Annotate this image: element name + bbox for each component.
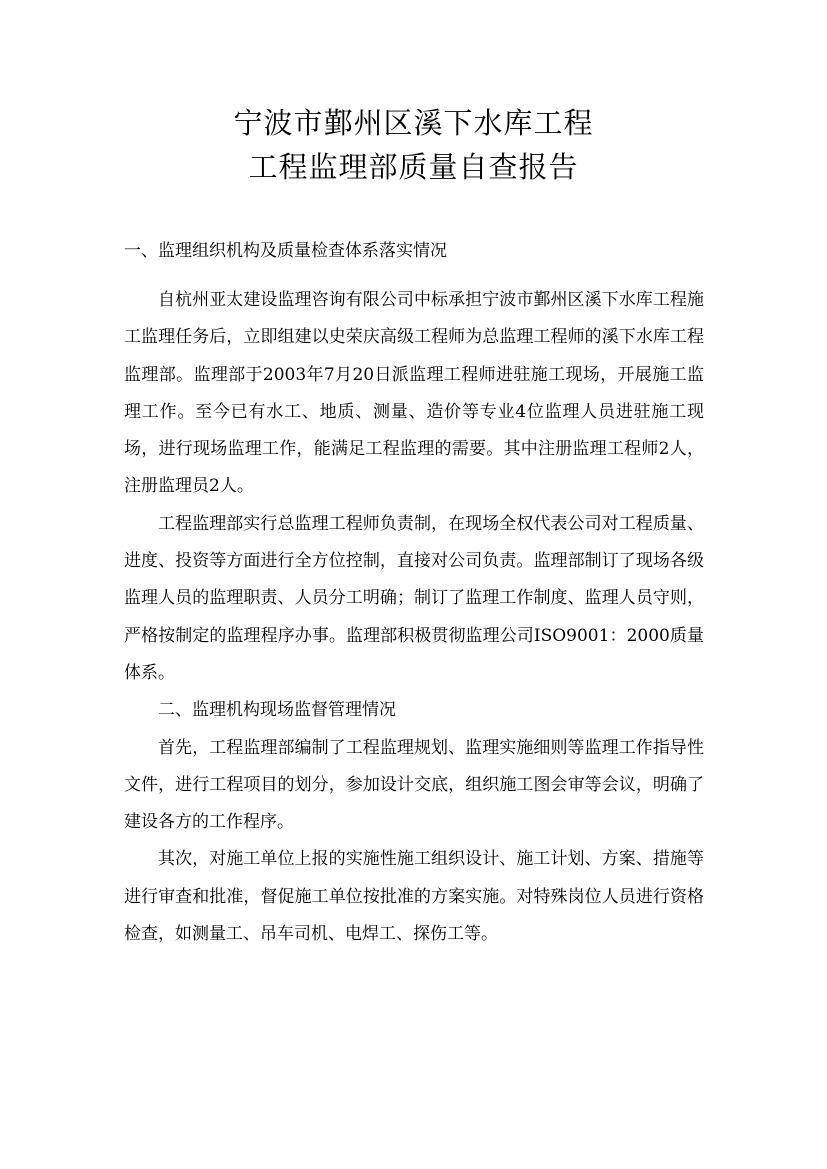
paragraph-organization: 自杭州亚太建设监理咨询有限公司中标承担宁波市鄞州区溪下水库工程施工监理任务后，立即组建以史荣庆高级工程师为总监理工程师的溪下水库工程监理部。监理部于2003年7月20日派监理工程师进驻施工现场，开展施工监理工作。至今已有水工、地质、测量、造价等专业4位监理人员进驻施工现场，进行现场监理工作，能满足工程监理的需要。其中注册监理工程师2人，注册监理员2人。: [124, 290, 704, 497]
document-body: [124, 282, 704, 953]
section-2-heading: 二、监理机构现场监督管理情况: [158, 700, 396, 721]
document-title-line-1: 宁波市鄞州区溪下水库工程: [233, 106, 594, 140]
paragraph-responsibility: 工程监理部实行总监理工程师负责制，在现场全权代表公司对工程质量、进度、投资等方面进行全方位控制，直接对公司负责。监理部制订了现场各级监理人员的监理职责、人员分工明确；制订了监理工作制度、监理人员守则，严格按制定的监理程序办事。监理部积极贯彻监理公司ISO9001：2000质量体系。: [124, 513, 704, 683]
paragraph-second: 其次，对施工单位上报的实施性施工组织设计、施工计划、方案、措施等进行审查和批准，督促施工单位按批准的方案实施。对特殊岗位人员进行资格检查，如测量工、吊车司机、电焊工、探伤工等。: [124, 849, 704, 945]
paragraph-first: 首先，工程监理部编制了工程监理规划、监理实施细则等监理工作指导性文件，进行工程项目的划分，参加设计交底，组织施工图会审等会议，明确了建设各方的工作程序。: [124, 737, 704, 833]
document-title-line-2: 工程监理部质量自查报告: [248, 150, 579, 184]
section-1-heading: 一、监理组织机构及质量检查体系落实情况: [124, 241, 447, 261]
